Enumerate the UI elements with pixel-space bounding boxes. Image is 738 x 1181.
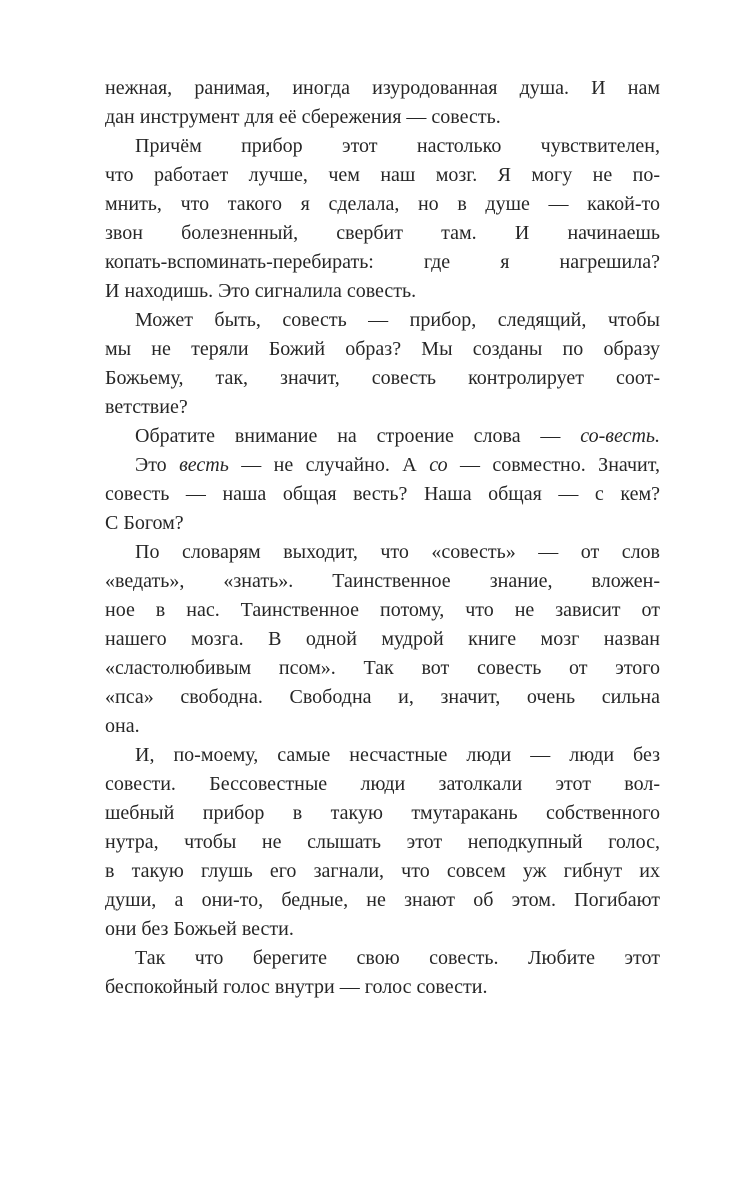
text-line — [105, 190, 660, 219]
paragraph — [105, 306, 660, 422]
text-line — [105, 973, 660, 1002]
text-line — [105, 596, 660, 625]
text-line — [105, 625, 660, 654]
text-line — [105, 132, 660, 161]
text-line — [105, 683, 660, 712]
text-segment: совесть — наша общая весть? Наша общая — с кем? — [105, 483, 660, 505]
text-line — [105, 828, 660, 857]
paragraph — [105, 741, 660, 944]
text-line — [105, 770, 660, 799]
text-segment: Может быть, совесть — прибор, следящий, чтобы — [135, 309, 660, 331]
text-segment: мы не теряли Божий образ? Мы созданы по образу — [105, 338, 660, 360]
text-segment: она. — [105, 715, 140, 737]
text-segment: совести. Бессовестные люди затолкали этот вол- — [105, 773, 660, 795]
text-line — [105, 277, 660, 306]
text-segment: Это — [135, 454, 180, 476]
text-line — [105, 364, 660, 393]
text-segment: шебный прибор в такую тмутаракань собственного — [105, 802, 660, 824]
text-line — [105, 944, 660, 973]
text-segment: что работает лучше, чем наш мозг. Я могу не по- — [105, 164, 660, 186]
text-segment: нутра, чтобы не слышать этот неподкупный голос, — [105, 831, 660, 853]
text-line — [105, 248, 660, 277]
text-segment: И, по-моему, самые несчастные люди — люди без — [135, 744, 660, 766]
text-segment: «ведать», «знать». Таинственное знание, вложен- — [105, 570, 660, 592]
text-line — [105, 393, 660, 422]
text-line — [105, 103, 660, 132]
italic-text-segment: весть — [179, 454, 229, 476]
italic-text-segment: со-весть. — [580, 425, 660, 447]
text-segment: Так что берегите свою совесть. Любите этот — [135, 947, 660, 969]
text-line — [105, 857, 660, 886]
text-segment: «пса» свободна. Свободна и, значит, очень сильна — [105, 686, 660, 708]
text-segment: Обратите внимание на строение слова — — [135, 425, 581, 447]
paragraph — [105, 944, 660, 1002]
text-segment: дан инструмент для её сбережения — совесть. — [105, 106, 501, 128]
text-segment: нежная, ранимая, иногда изуродованная душа. И нам — [105, 77, 660, 99]
text-segment: беспокойный голос внутри — голос совести. — [105, 976, 488, 998]
text-segment: Причём прибор этот настолько чувствителен, — [135, 135, 660, 157]
paragraph — [105, 74, 660, 132]
text-line — [105, 335, 660, 364]
text-segment: С Богом? — [105, 512, 184, 534]
text-line — [105, 567, 660, 596]
paragraph — [105, 422, 660, 451]
text-line — [105, 886, 660, 915]
text-segment: По словарям выходит, что «совесть» — от слов — [135, 541, 660, 563]
text-segment: копать-вспоминать-перебирать: где я нагрешила? — [105, 251, 660, 273]
text-segment: ветствие? — [105, 396, 188, 418]
text-line — [105, 161, 660, 190]
paragraph — [105, 451, 660, 538]
text-line — [105, 741, 660, 770]
text-segment: ное в нас. Таинственное потому, что не зависит от — [105, 599, 660, 621]
page-text — [105, 74, 660, 1002]
text-line — [105, 306, 660, 335]
paragraph — [105, 538, 660, 741]
text-segment: И находишь. Это сигналила совесть. — [105, 280, 417, 302]
text-line — [105, 915, 660, 944]
text-segment: — совместно. Значит, — [447, 454, 660, 476]
text-segment: «сластолюбивым псом». Так вот совесть от этого — [105, 657, 660, 679]
paragraph — [105, 132, 660, 306]
text-segment: они без Божьей вести. — [105, 918, 294, 940]
text-line — [105, 712, 660, 741]
text-line — [105, 654, 660, 683]
text-line — [105, 451, 660, 480]
text-segment: Божьему, так, значит, совесть контролирует соот- — [105, 367, 660, 389]
text-segment: мнить, что такого я сделала, но в душе — какой-то — [105, 193, 660, 215]
text-segment: звон болезненный, свербит там. И начинаешь — [105, 222, 660, 244]
text-line — [105, 480, 660, 509]
text-line — [105, 538, 660, 567]
text-line — [105, 219, 660, 248]
text-segment: в такую глушь его загнали, что совсем уж гибнут их — [105, 860, 660, 882]
text-line — [105, 799, 660, 828]
text-line — [105, 74, 660, 103]
text-segment: нашего мозга. В одной мудрой книге мозг назван — [105, 628, 660, 650]
text-line — [105, 422, 660, 451]
text-segment: — не случайно. А — [228, 454, 430, 476]
text-line — [105, 509, 660, 538]
italic-text-segment: со — [429, 454, 448, 476]
text-segment: души, а они-то, бедные, не знают об этом. Погибают — [105, 889, 660, 911]
